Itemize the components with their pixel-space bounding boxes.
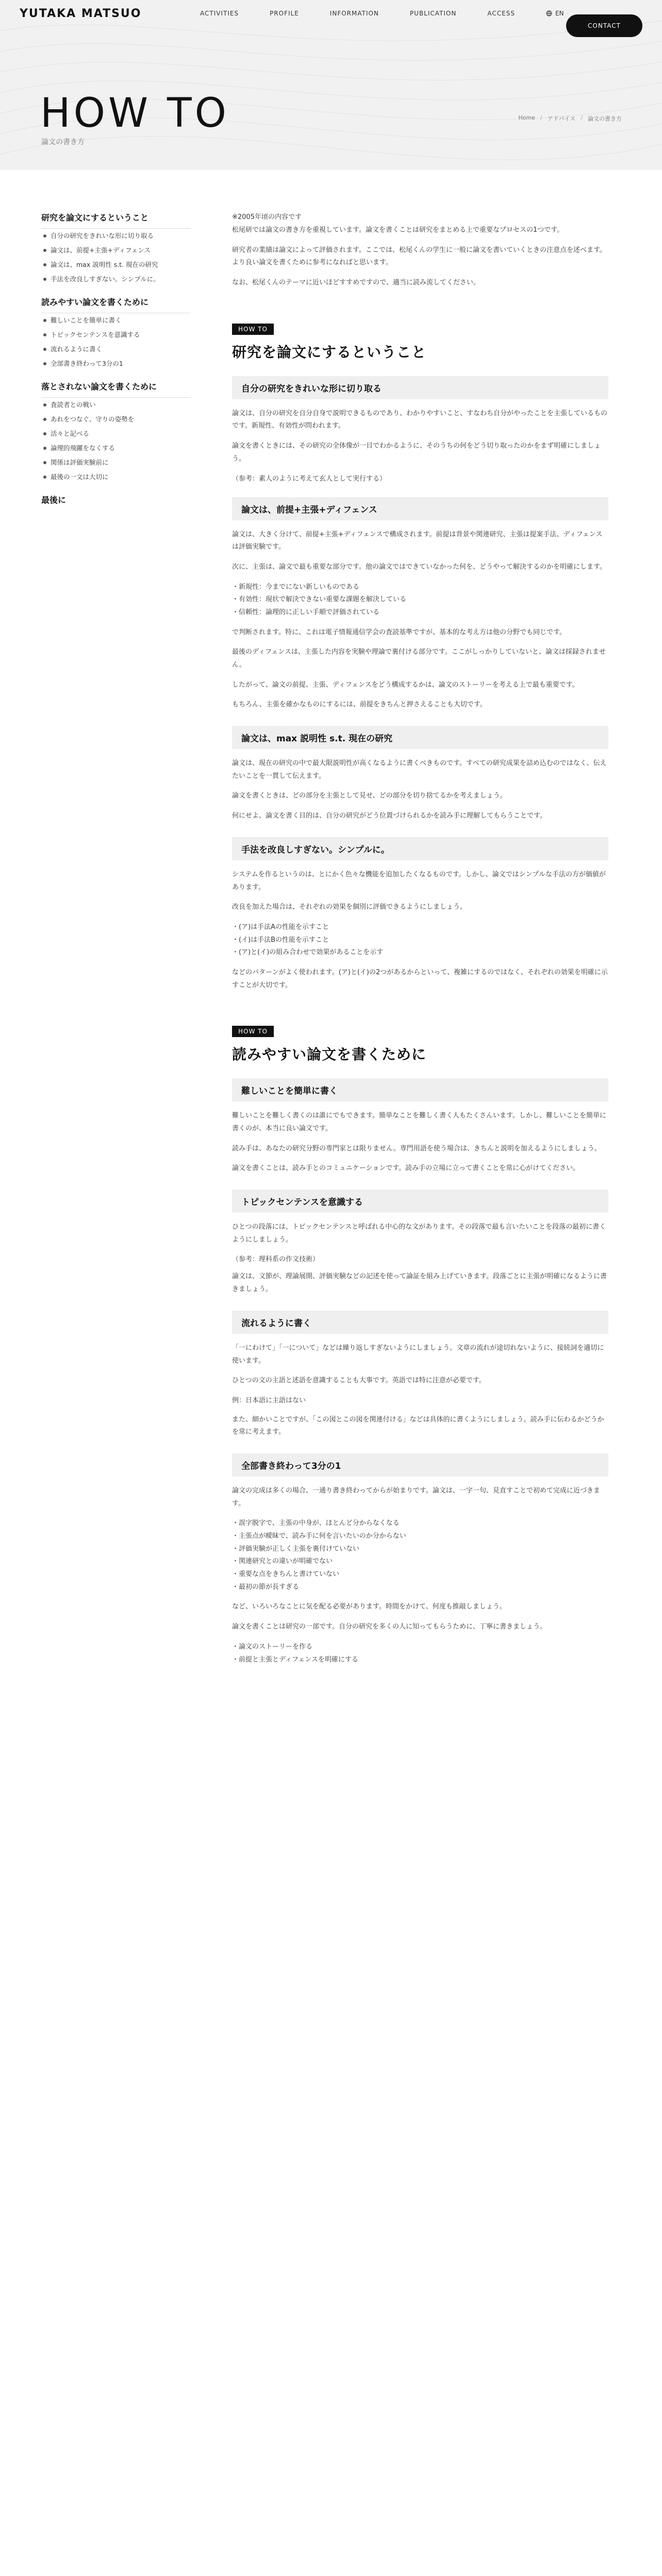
table-of-contents xyxy=(41,211,191,511)
nav-activities[interactable]: ACTIVITIES xyxy=(200,10,239,17)
page-content xyxy=(0,170,662,2576)
list-item: ・前提と主張とディフェンスを明確にする xyxy=(232,1655,358,1664)
nav-access[interactable]: ACCESS xyxy=(487,10,515,17)
nav-publication[interactable]: PUBLICATION xyxy=(409,10,457,17)
intro-note: ※2005年頃の内容です xyxy=(232,213,302,221)
paragraph: 論文を書くときは、どの部分を主張として見せ、どの部分を切り捨てるかを考えましょう。 xyxy=(232,792,507,800)
paragraph: 論文は、文節が、理論展開、評価実験などの記述を使って論証を組み上げていきます。段落ごとに主張が明確になるように書きましょう。 xyxy=(232,1273,607,1294)
toc-item[interactable]: 手法を改良しすぎない。シンプルに。 xyxy=(41,272,191,286)
globe-icon xyxy=(546,10,552,16)
language-label: EN xyxy=(555,10,564,17)
toc-heading-section3[interactable]: 落とされない論文を書くために xyxy=(41,382,157,392)
toc-item[interactable]: 査読者との戦い xyxy=(41,398,191,412)
toc-list-section1 xyxy=(41,228,191,286)
paragraph: 次に、主張は、論文で最も重要な部分です。他の論文ではできていなかった何を、どうやって解決するのかを明確にします。 xyxy=(232,563,606,571)
paragraph: したがって、論文の前提、主張、ディフェンスをどう構成するかは、論文のストーリーを考える上で最も重要です。 xyxy=(232,681,579,689)
reference-link[interactable]: （参考：素人のように考えて玄人として実行する） xyxy=(232,474,387,483)
reference-link[interactable]: （参考：理科系の作文技術） xyxy=(232,1256,320,1264)
subsection-heading: 手法を改良しすぎない。シンプルに。 xyxy=(232,837,608,860)
paragraph: 論文は、大きく分けて、前提+主張+ディフェンスで構成されます。前提は背景や関連研究、主張は提案手法、ディフェンスは評価実験です。 xyxy=(232,530,603,551)
toc-item[interactable]: 最後の一文は大切に xyxy=(41,470,191,484)
nav-profile[interactable]: PROFILE xyxy=(270,10,299,17)
nav-information[interactable]: INFORMATION xyxy=(329,10,379,17)
toc-item[interactable]: トピックセンテンスを意識する xyxy=(41,328,191,342)
subsection-heading: 論文は、前提+主張+ディフェンス xyxy=(232,497,608,520)
top-navigation-bar xyxy=(0,0,662,27)
intro-paragraph: なお、松尾くんのテーマに近いほどすすめですので、適当に読み流してください。 xyxy=(232,279,480,287)
paragraph: 「一にわけて」「一について」などは繰り返しすぎないようにしましょう。文章の流れが途切れないように、接続詞を適切に使います。 xyxy=(232,1344,604,1365)
toc-heading-section2[interactable]: 読みやすい論文を書くために xyxy=(41,297,149,307)
section-title: 研究を論文にするということ xyxy=(232,343,427,361)
breadcrumb-advice[interactable]: アドバイス xyxy=(547,115,576,122)
breadcrumb-separator: / xyxy=(581,114,583,121)
breadcrumb xyxy=(518,114,622,123)
criteria-list xyxy=(232,581,608,619)
list-item: ・重要な点をきちんと書けていない xyxy=(232,1570,340,1579)
list-item: ・最初の節が長すぎる xyxy=(232,1583,300,1591)
article-body xyxy=(232,211,608,1673)
paragraph: 論文は、現在の研究の中で最大限説明性が高くなるように書くべきものです。すべての研究成果を詰め込むのではなく、伝えたいことを一貫して伝えます。 xyxy=(232,759,607,780)
contact-button[interactable]: CONTACT xyxy=(566,14,642,37)
subsection-heading: 流れるように書く xyxy=(232,1311,608,1334)
paragraph: などのパターンがよく使われます。(ア)と(イ)の2つがあるからといって、複雑にするのではなく、それぞれの効果を明確に示すことが大切です。 xyxy=(232,968,608,989)
paragraph: で判断されます。特に、これは電子情報通信学会の査読基準ですが、基本的な考え方は他の分野でも同じです。 xyxy=(232,628,566,636)
list-item: ・主張点が曖昧で、読み手に何を言いたいのか分からない xyxy=(232,1532,406,1540)
list-item: ・誤字脱字で、主張の中身が、ほとんど分からなくなる xyxy=(232,1519,400,1528)
list-item: ・評価実験が正しく主張を裏付けていない xyxy=(232,1545,360,1553)
list-item: ・(ア)と(イ)の組み合わせで効果があることを示す xyxy=(232,948,384,957)
list-item: ・有効性：現状で解決できない重要な課題を解決している xyxy=(232,596,407,604)
list-item: ・(イ)は手法Bの性能を示すこと xyxy=(232,936,329,944)
main-nav xyxy=(200,0,564,27)
example-note: 例：日本語に主語はない xyxy=(232,1396,306,1404)
page-title: HOW TO xyxy=(40,90,230,137)
breadcrumb-current: 論文の書き方 xyxy=(588,115,622,122)
toc-item[interactable]: 論文は、前提+主張+ディフェンス xyxy=(41,243,191,258)
paragraph: 難しいことを難しく書くのは誰にでもできます。簡単なことを難しく書く人もたくさんいます。しかし、難しいことを簡単に書くのが、本当に良い論文です。 xyxy=(232,1112,606,1132)
section-tag: HOW TO xyxy=(232,1026,274,1037)
paragraph: また、細かいことですが、「この図とこの図を関連付ける」などは具体的に書くようにしましょう。読み手に伝わるかどうかを常に考えます。 xyxy=(232,1415,604,1436)
paragraph: など、いろいろなことに気を配る必要があります。時間をかけて、何度も推敲しましょう。 xyxy=(232,1603,506,1611)
section-tag: HOW TO xyxy=(232,324,274,335)
toc-item[interactable]: 全部書き終わって3分の1 xyxy=(41,357,191,371)
paragraph: ひとつの段落には、トピックセンテンスと呼ばれる中心的な文があります。その段落で最も言いたいことを段落の最初に書くようにしましょう。 xyxy=(232,1223,606,1244)
site-logo[interactable]: YUTAKA MATSUO xyxy=(20,7,142,20)
page-subtitle: 論文の書き方 xyxy=(41,138,85,146)
section-title: 読みやすい論文を書くために xyxy=(232,1046,427,1063)
toc-list-section2 xyxy=(41,313,191,371)
hero-header xyxy=(0,0,662,170)
paragraph: 論文は、自分の研究を自分自身で説明できるものであり、わかりやすいこと、すなわち自分がやったことを主張しているものです。新規性、有効性が問われます。 xyxy=(232,409,608,430)
subsection-heading: トピックセンテンスを意識する xyxy=(232,1190,608,1213)
toc-item[interactable]: 流れるように書く xyxy=(41,342,191,357)
breadcrumb-home[interactable]: Home xyxy=(518,114,535,121)
toc-heading-section1[interactable]: 研究を論文にするということ xyxy=(41,213,149,223)
list-item: ・信頼性：論理的に正しい手順で評価されている xyxy=(232,608,380,616)
toc-item[interactable]: 難しいことを簡単に書く xyxy=(41,313,191,328)
toc-item[interactable]: 論文は、max 説明性 s.t. 現在の研究 xyxy=(41,258,191,272)
list-item: ・(ア)は手法Aの性能を示すこと xyxy=(232,923,329,931)
paragraph: 論文を書くことは、読み手とのコミュニケーションです。読み手の立場に立って書くことを常に心がけてください。 xyxy=(232,1164,580,1173)
paragraph: 読み手は、あなたの研究分野の専門家とは限りません。専門用語を使う場合は、きちんと説明を加えるようにしましょう。 xyxy=(232,1144,601,1153)
toc-item[interactable]: 自分の研究をきれいな形に切り取る xyxy=(41,229,191,243)
subsection-heading: 難しいことを簡単に書く xyxy=(232,1078,608,1101)
subsection-heading: 自分の研究をきれいな形に切り取る xyxy=(232,376,608,399)
subsection-heading: 論文は、max 説明性 s.t. 現在の研究 xyxy=(232,726,608,749)
list-item: ・論文のストーリーを作る xyxy=(232,1642,313,1651)
breadcrumb-separator: / xyxy=(540,114,542,121)
toc-heading-section4[interactable]: 最後に xyxy=(41,495,67,505)
paragraph: 論文を書くときには、その研究の全体像が一目でわかるように、そのうちの何をどう切り取ったのかをまず明確にしましょう。 xyxy=(232,442,601,463)
paragraph: ひとつの文の主語と述語を意識することも大事です。英語では特に注意が必要です。 xyxy=(232,1377,486,1385)
intro-paragraph: 研究者の業績は論文によって評価されます。ここでは、松尾くんの学生に一般に論文を書いていくときの注意点を述べます。より良い論文を書くために参考になればと思います。 xyxy=(232,246,606,267)
toc-list-section3 xyxy=(41,397,191,484)
intro-paragraph: 松尾研では論文の書き方を重視しています。論文を書くことは研究をまとめる上で重要なプロセスの1つです。 xyxy=(232,226,564,234)
paragraph: 最後のディフェンスは、主張した内容を実験や理論で裏付ける部分です。ここがしっかりしていないと、論文は採録されません。 xyxy=(232,648,606,669)
pattern-list xyxy=(232,921,608,959)
final-list xyxy=(232,1641,608,1666)
toc-item[interactable]: 関係は評価実験前に xyxy=(41,455,191,470)
paragraph: 論文を書くことは研究の一部です。自分の研究を多くの人に知ってもらうために、丁寧に書きましょう。 xyxy=(232,1623,547,1631)
subsection-heading: 全部書き終わって3分の1 xyxy=(232,1453,608,1477)
paragraph: システムを作るというのは、とにかく色々な機能を追加したくなるものです。しかし、論文ではシンプルな手法の方が価値があります。 xyxy=(232,870,606,891)
paragraph: 改良を加えた場合は、それぞれの効果を個別に評価できるようにしましょう。 xyxy=(232,903,467,911)
checklist xyxy=(232,1517,608,1594)
list-item: ・関連研究との違いが明確でない xyxy=(232,1557,333,1566)
toc-item[interactable]: 活々と記べる xyxy=(41,427,191,441)
language-switcher[interactable] xyxy=(546,10,564,17)
toc-item[interactable]: あれをつなぐ、守りの姿勢を xyxy=(41,412,191,427)
paragraph: もちろん、主張を確かなものにするには、前提をきちんと押さえることも大切です。 xyxy=(232,701,487,709)
toc-item[interactable]: 論理的飛躍をなくする xyxy=(41,441,191,455)
paragraph: 何にせよ、論文を書く目的は、自分の研究がどう位置づけられるかを読み手に理解してもらうことです。 xyxy=(232,812,547,820)
paragraph: 論文の完成は多くの場合、一通り書き終わってからが始まりです。論文は、一字一句、見直すことで初めて完成に近づきます。 xyxy=(232,1486,600,1507)
list-item: ・新規性：今までにない新しいものである xyxy=(232,583,360,591)
